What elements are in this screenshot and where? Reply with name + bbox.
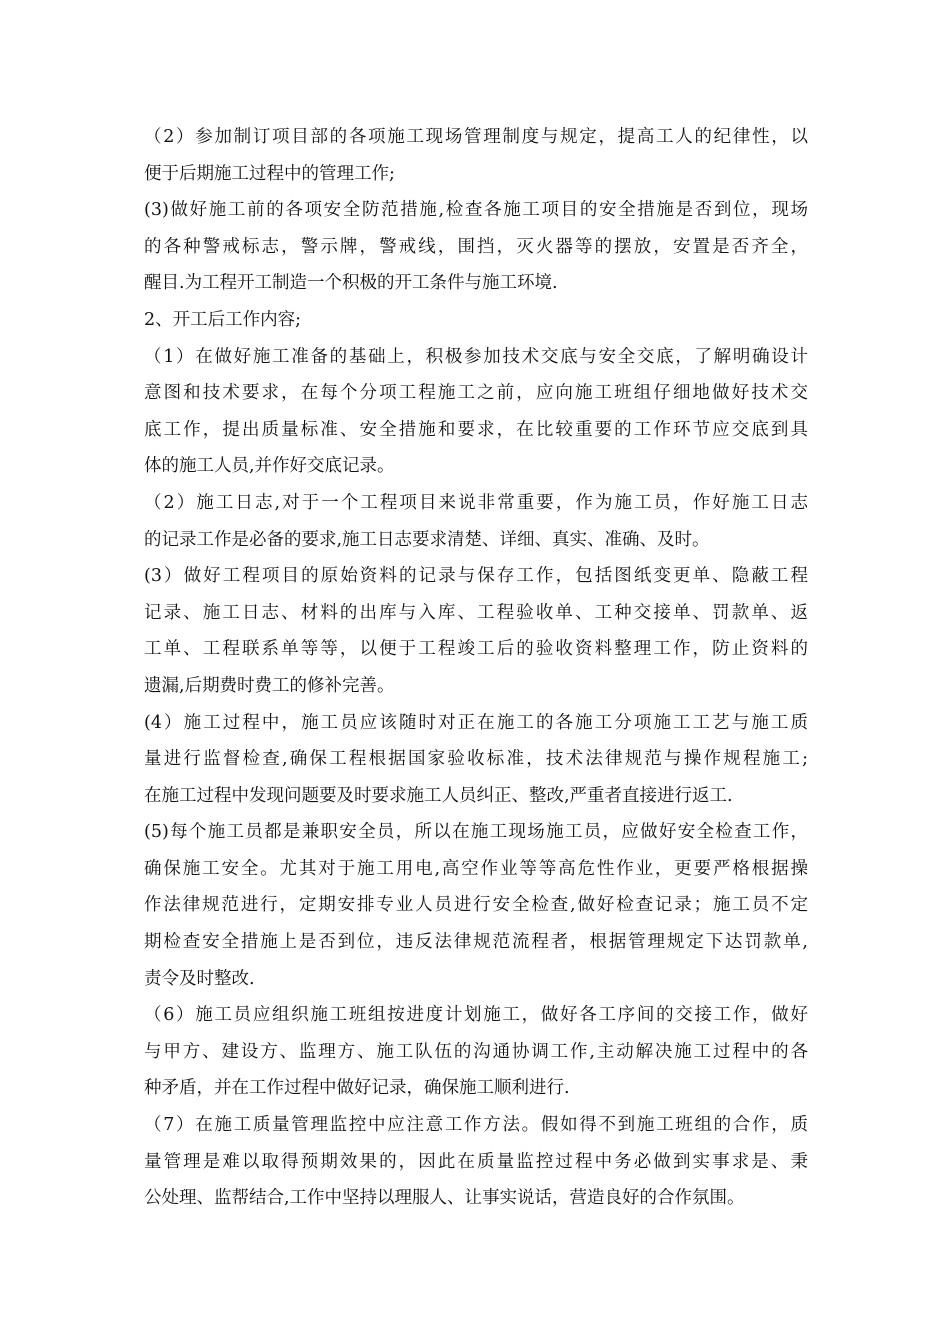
document-body xyxy=(144,119,808,1217)
text-line: 期检查安全措施上是否到位，违反法律规范流程者，根据管理规定下达罚款单, xyxy=(144,932,808,953)
text-line: 2、开工后工作内容; xyxy=(144,309,302,330)
text-line: 意图和技术要求，在每个分项工程施工之前，应向施工班组仔细地做好技术交 xyxy=(144,383,808,404)
text-line: （2）施工日志,对于一个工程项目来说非常重要，作为施工员，作好施工日志 xyxy=(144,492,808,513)
text-line: 体的施工人员,并作好交底记录。 xyxy=(144,456,395,477)
text-line: 便于后期施工过程中的管理工作; xyxy=(144,163,395,184)
text-line: (4）施工过程中，施工员应该随时对正在施工的各施工分项施工工艺与施工质 xyxy=(144,712,808,733)
text-line: 醒目.为工程开工制造一个积极的开工条件与施工环境. xyxy=(144,273,558,294)
text-line: (3）做好工程项目的原始资料的记录与保存工作，包括图纸变更单、隐蔽工程 xyxy=(144,566,808,587)
text-line: 确保施工安全。尤其对于施工用电,高空作业等等高危性作业，更要严格根据操 xyxy=(144,858,808,879)
text-line: 种矛盾，并在工作过程中做好记录，确保施工顺利进行. xyxy=(144,1078,570,1099)
text-line: (3)做好施工前的各项安全防范措施,检查各施工项目的安全措施是否到位，现场 xyxy=(144,200,808,221)
text-line: 的各种警戒标志，警示牌，警戒线，围挡，灭火器等的摆放，安置是否齐全， xyxy=(144,236,808,257)
text-line: （6）施工员应组织施工班组按进度计划施工，做好各工序间的交接工作，做好 xyxy=(144,1005,808,1026)
text-line: 责令及时整改. xyxy=(144,968,255,989)
text-line: (5)每个施工员都是兼职安全员，所以在施工现场施工员，应做好安全检查工作， xyxy=(144,822,808,843)
text-line: 遗漏,后期费时费工的修补完善。 xyxy=(144,675,395,696)
text-line: （7）在施工质量管理监控中应注意工作方法。假如得不到施工班组的合作，质 xyxy=(144,1115,808,1136)
text-line: 在施工过程中发现问题要及时要求施工人员纠正、整改,严重者直接进行返工. xyxy=(144,785,733,806)
text-line: 与甲方、建设方、监理方、施工队伍的沟通协调工作,主动解决施工过程中的各 xyxy=(144,1041,808,1062)
text-line: （2）参加制订项目部的各项施工现场管理制度与规定，提高工人的纪律性，以 xyxy=(144,127,808,147)
text-line: 量管理是难以取得预期效果的，因此在质量监控过程中务必做到实事求是、秉 xyxy=(144,1151,808,1172)
text-line: 量进行监督检查,确保工程根据国家验收标准，技术法律规范与操作规程施工; xyxy=(144,749,808,770)
text-line: （1）在做好施工准备的基础上，积极参加技术交底与安全交底，了解明确设计 xyxy=(144,346,808,367)
text-line: 工单、工程联系单等等，以便于工程竣工后的验收资料整理工作，防止资料的 xyxy=(144,639,808,660)
text-line: 公处理、监帮结合,工作中坚持以理服人、让事实说话，营造良好的合作氛围。 xyxy=(144,1188,745,1209)
text-line: 作法律规范进行，定期安排专业人员进行安全检查,做好检查记录；施工员不定 xyxy=(144,895,808,916)
text-line: 底工作，提出质量标准、安全措施和要求，在比较重要的工作环节应交底到具 xyxy=(144,419,808,440)
text-line: 的记录工作是必备的要求,施工日志要求清楚、详细、真实、准确、及时。 xyxy=(144,529,710,550)
text-line: 记录、施工日志、材料的出库与入库、工程验收单、工种交接单、罚款单、返 xyxy=(144,602,808,623)
